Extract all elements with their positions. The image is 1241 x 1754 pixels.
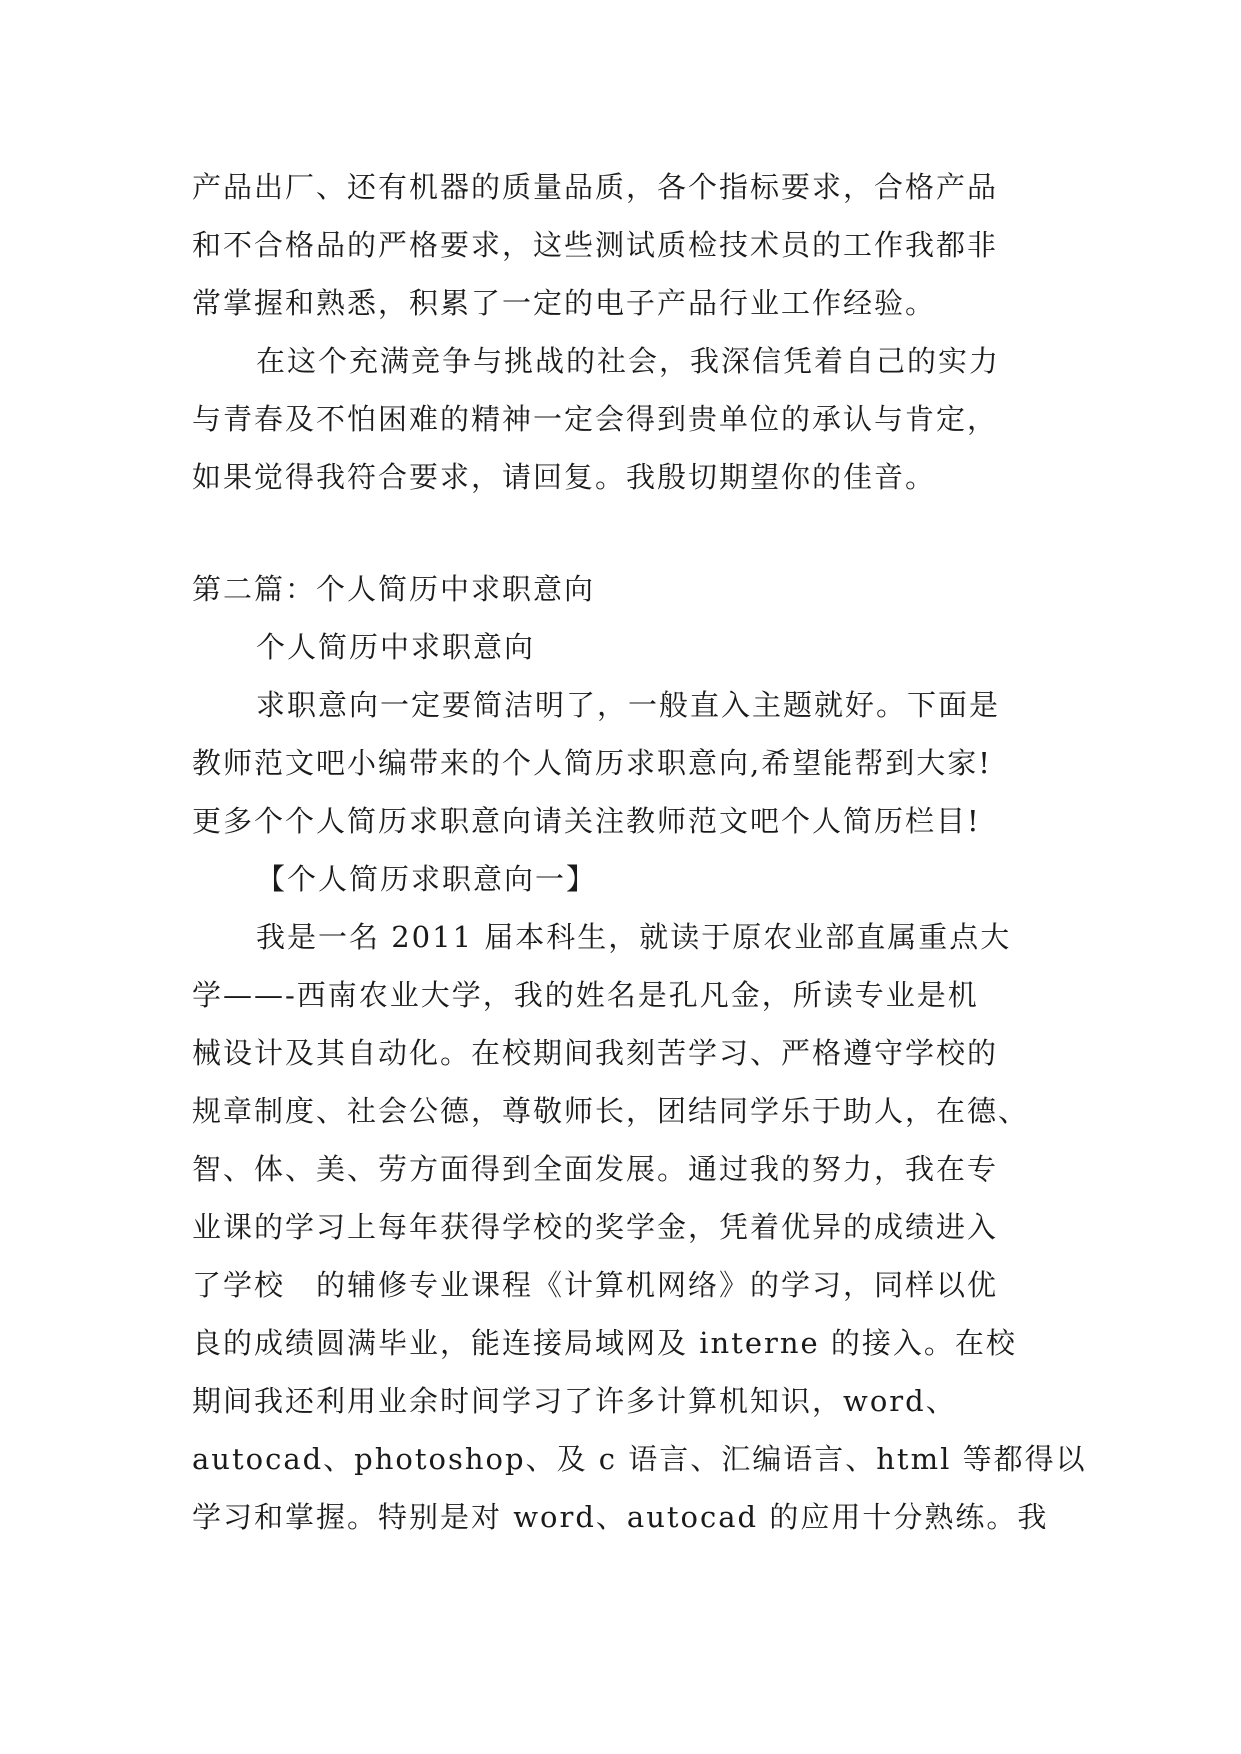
paragraph-line: 良的成绩圆满毕业，能连接局域网及 interne 的接入。在校 [192,1326,1017,1360]
paragraph-line: 与青春及不怕困难的精神一定会得到贵单位的承认与肯定， [192,402,999,436]
section-subheading: 个人简历中求职意向 [256,630,536,664]
paragraph-line: 更多个个人简历求职意向请关注教师范文吧个人简历栏目! [192,804,981,838]
paragraph-line: 和不合格品的严格要求，这些测试质检技术员的工作我都非 [192,228,999,262]
paragraph-line: 学——-西南农业大学，我的姓名是孔凡金，所读专业是机 [192,978,979,1012]
paragraph-line: 常掌握和熟悉，积累了一定的电子产品行业工作经验。 [192,286,937,320]
paragraph-line: autocad、photoshop、及 c 语言、汇编语言、html 等都得以 [192,1442,1087,1476]
paragraph-line: 期间我还利用业余时间学习了许多计算机知识，word、 [192,1384,957,1418]
paragraph-line: 了学校 的辅修专业课程《计算机网络》的学习，同样以优 [192,1268,999,1302]
section-two-text [192,560,1087,1546]
paragraph-line: 械设计及其自动化。在校期间我刻苦学习、严格遵守学校的 [192,1036,999,1070]
paragraph-line: 学习和掌握。特别是对 word、autocad 的应用十分熟练。我 [192,1500,1049,1534]
section-one-text [192,158,1054,506]
paragraph-line: 如果觉得我符合要求，请回复。我殷切期望你的佳音。 [192,460,937,494]
section-heading: 第二篇：个人简历中求职意向 [192,572,596,606]
paragraph-line: 在这个充满竞争与挑战的社会，我深信凭着自己的实力 [256,344,1001,378]
subsection-label: 【个人简历求职意向一】 [256,862,598,896]
paragraph-line: 产品出厂、还有机器的质量品质，各个指标要求，合格产品 [192,170,999,204]
paragraph-line: 智、体、美、劳方面得到全面发展。通过我的努力，我在专 [192,1152,999,1186]
paragraph-line: 我是一名 2011 届本科生，就读于原农业部直属重点大 [256,920,1012,954]
paragraph-line: 教师范文吧小编带来的个人简历求职意向,希望能帮到大家! [192,746,992,780]
paragraph-line: 业课的学习上每年获得学校的奖学金，凭着优异的成绩进入 [192,1210,999,1244]
paragraph-line: 求职意向一定要简洁明了，一般直入主题就好。下面是 [256,688,1001,722]
paragraph-line: 规章制度、社会公德，尊敬师长，团结同学乐于助人，在德、 [192,1094,1030,1128]
